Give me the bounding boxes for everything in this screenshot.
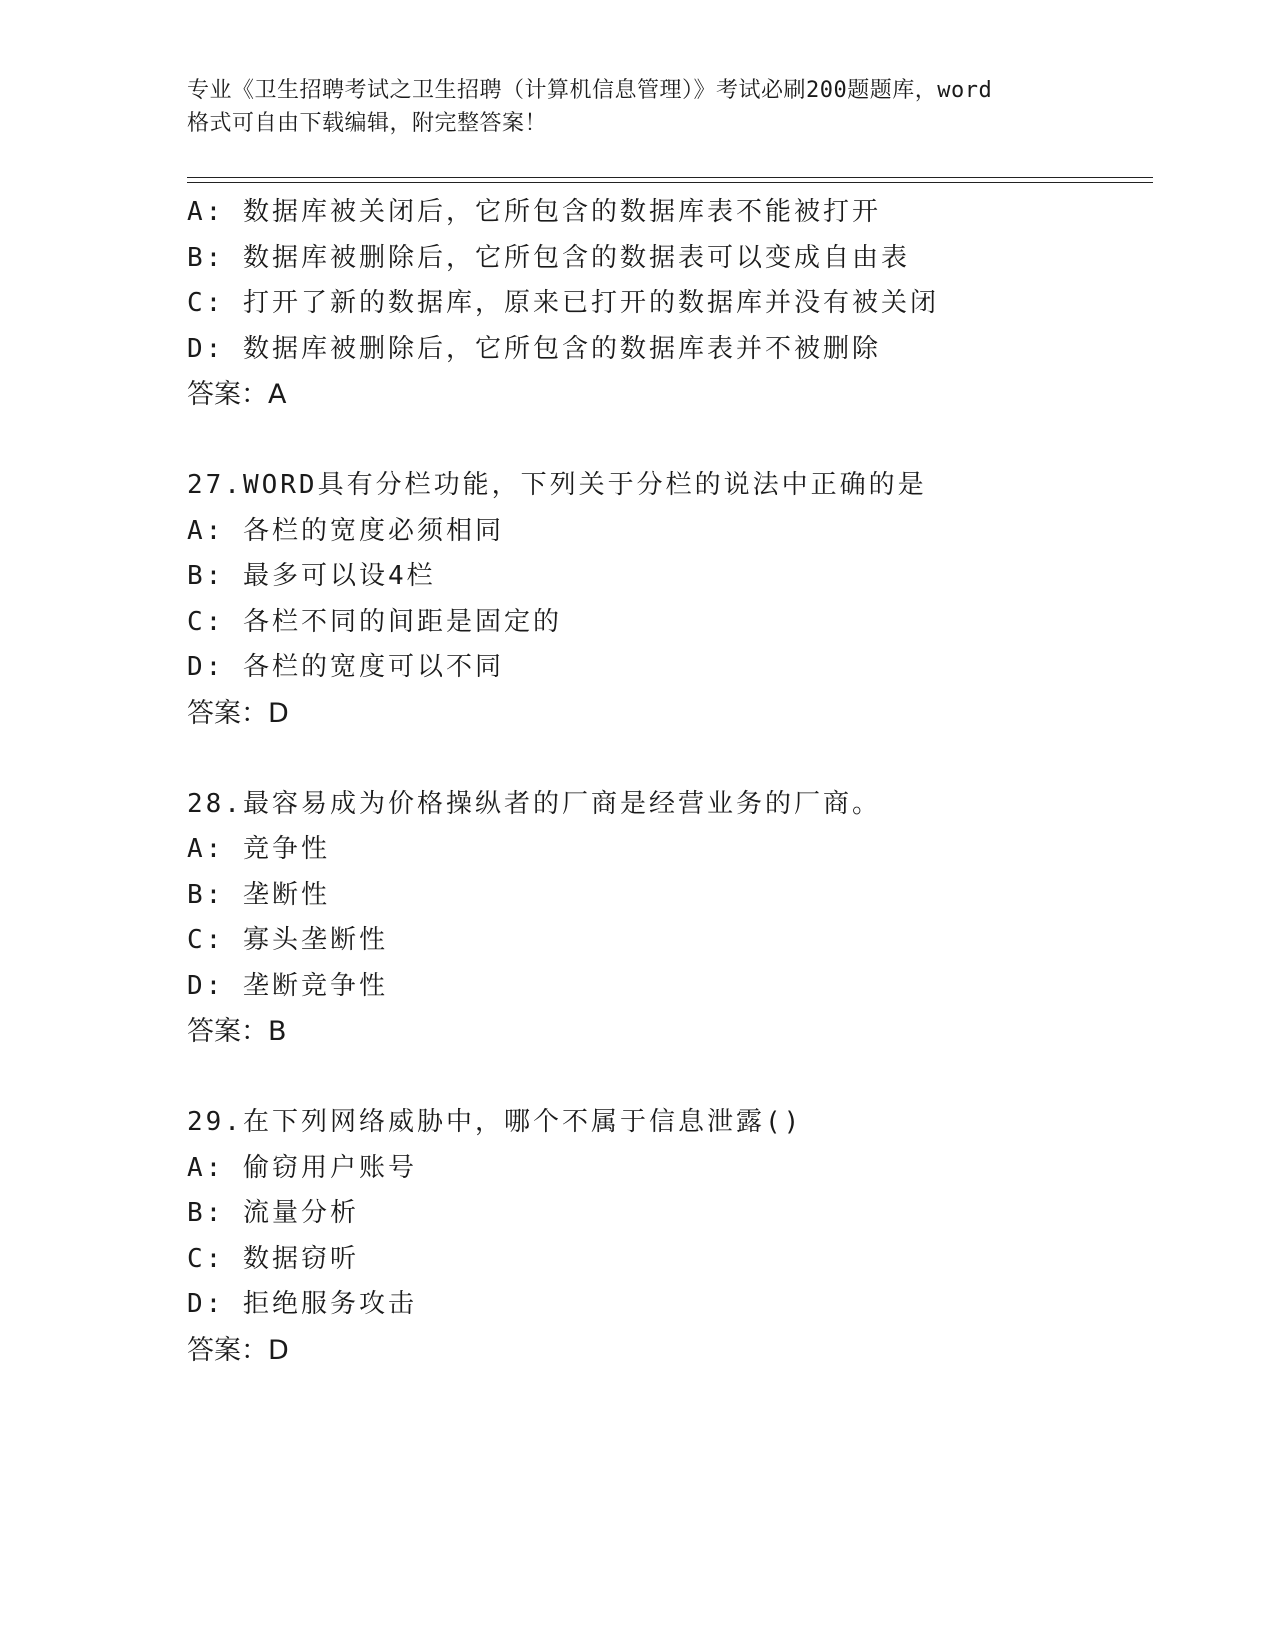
option-c: C: 寡头垄断性 bbox=[187, 925, 388, 955]
option-b: B: 数据库被删除后，它所包含的数据表可以变成自由表 bbox=[187, 242, 910, 273]
question-text: 28.最容易成为价格操纵者的厂商是经营业务的厂商。 bbox=[187, 788, 881, 819]
option-a: A: 偷窃用户账号 bbox=[187, 1152, 417, 1183]
option-c: C: 打开了新的数据库，原来已打开的数据库并没有被关闭 bbox=[187, 288, 939, 318]
question-text: 27.WORD具有分栏功能，下列关于分栏的说法中正确的是 bbox=[187, 470, 927, 500]
header-title-line-1: 专业《卫生招聘考试之卫生招聘（计算机信息管理）》考试必刷200题题库，word bbox=[187, 78, 993, 103]
question-text: 29.在下列网络威胁中，哪个不属于信息泄露() bbox=[187, 1107, 803, 1137]
document-header bbox=[187, 74, 1087, 140]
question-block-27 bbox=[187, 463, 1147, 737]
answer-line: 答案：D bbox=[187, 1334, 289, 1366]
option-a: A: 竞争性 bbox=[187, 834, 330, 864]
header-divider-bottom bbox=[187, 182, 1153, 183]
option-a: A: 数据库被关闭后，它所包含的数据库表不能被打开 bbox=[187, 197, 881, 227]
header-divider-top bbox=[187, 177, 1153, 178]
question-block-26 bbox=[187, 190, 1147, 418]
option-c: C: 各栏不同的间距是固定的 bbox=[187, 606, 562, 637]
option-d: D: 垄断竞争性 bbox=[187, 970, 388, 1001]
option-d: D: 各栏的宽度可以不同 bbox=[187, 652, 504, 682]
answer-line: 答案：B bbox=[187, 1016, 287, 1047]
option-b: B: 最多可以设4栏 bbox=[187, 561, 436, 591]
option-a: A: 各栏的宽度必须相同 bbox=[187, 515, 504, 546]
option-d: D: 拒绝服务攻击 bbox=[187, 1289, 417, 1319]
answer-line: 答案：A bbox=[187, 379, 287, 410]
answer-line: 答案：D bbox=[187, 697, 289, 729]
question-list bbox=[187, 190, 1147, 1374]
question-block-28 bbox=[187, 782, 1147, 1056]
option-b: B: 流量分析 bbox=[187, 1198, 359, 1228]
header-title-line-2: 格式可自由下载编辑，附完整答案！ bbox=[187, 111, 548, 136]
option-c: C: 数据窃听 bbox=[187, 1243, 359, 1274]
question-block-29 bbox=[187, 1100, 1147, 1374]
option-b: B: 垄断性 bbox=[187, 879, 330, 910]
option-d: D: 数据库被删除后，它所包含的数据库表并不被删除 bbox=[187, 333, 881, 364]
